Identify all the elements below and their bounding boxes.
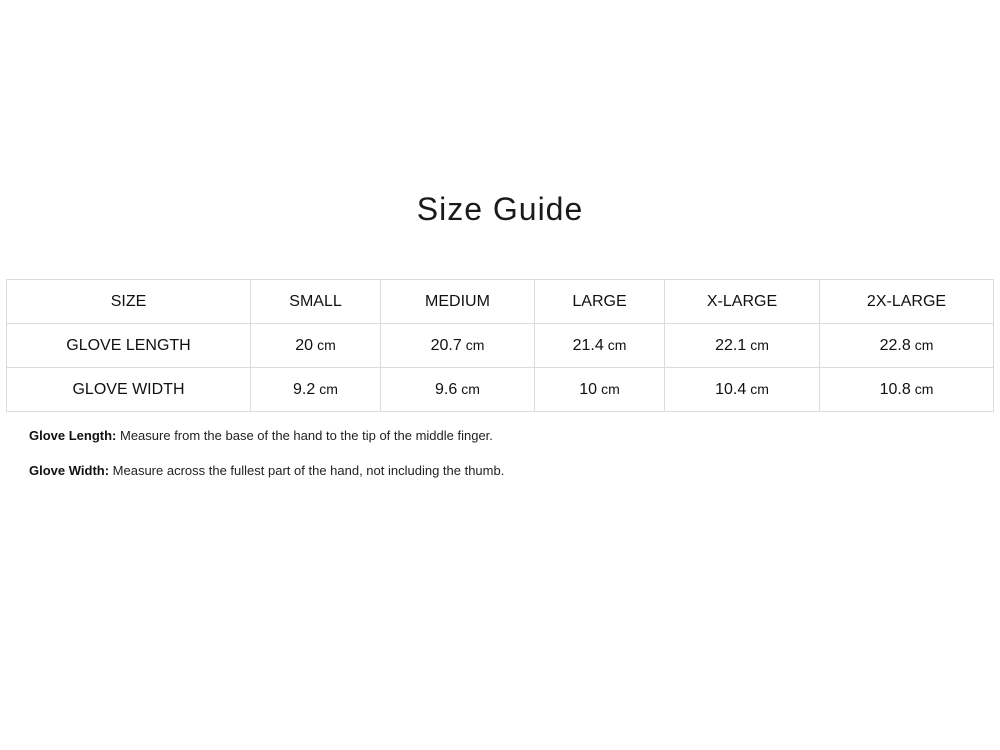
row-label: GLOVE WIDTH [7,368,251,412]
cell-unit: cm [914,380,934,397]
note-term: Glove Length: [29,428,117,443]
cell-unit: cm [461,380,480,397]
note-text: Measure from the base of the hand to the tip of the middle finger. [116,428,493,443]
note-term: Glove Width: [29,463,110,478]
table-cell [820,324,994,368]
cell-value: 21.4 [572,336,604,354]
cell-unit: cm [750,380,769,397]
header-cell-x-large: X-LARGE [665,280,820,324]
table-cell [535,368,665,412]
note-glove-width [29,463,969,479]
table-cell [665,324,820,368]
cell-unit: cm [601,380,620,397]
table-cell [381,368,535,412]
cell-unit: cm [317,336,336,353]
row-label: GLOVE LENGTH [7,324,251,368]
header-cell-large: LARGE [535,280,665,324]
cell-value: 20 [295,336,314,354]
cell-value: 20.7 [430,336,462,354]
cell-value: 22.8 [879,336,911,354]
cell-value: 10 [579,380,598,398]
page-title: Size Guide [416,191,584,227]
header-cell-2x-large: 2X-LARGE [820,280,994,324]
cell-unit: cm [319,380,338,397]
table-cell [381,324,535,368]
table-cell [535,324,665,368]
table-cell [251,324,381,368]
header-cell-small: SMALL [251,280,381,324]
cell-value: 10.4 [715,380,747,398]
cell-value: 10.8 [879,380,911,398]
table-cell [251,368,381,412]
table-cell [665,368,820,412]
cell-value: 9.6 [435,380,458,398]
cell-unit: cm [607,336,627,353]
table-row-glove-width [7,368,994,412]
table-header-row [7,280,994,324]
cell-unit: cm [750,336,769,353]
cell-unit: cm [465,336,485,353]
cell-unit: cm [914,336,934,353]
measurement-notes [29,428,969,498]
cell-value: 9.2 [293,380,316,398]
header-cell-size: SIZE [7,280,251,324]
table-row-glove-length [7,324,994,368]
table-cell [820,368,994,412]
header-cell-medium: MEDIUM [381,280,535,324]
note-glove-length [29,428,969,444]
cell-value: 22.1 [715,336,747,354]
size-chart-table [6,279,994,412]
note-text: Measure across the fullest part of the hand, not including the thumb. [109,463,505,478]
